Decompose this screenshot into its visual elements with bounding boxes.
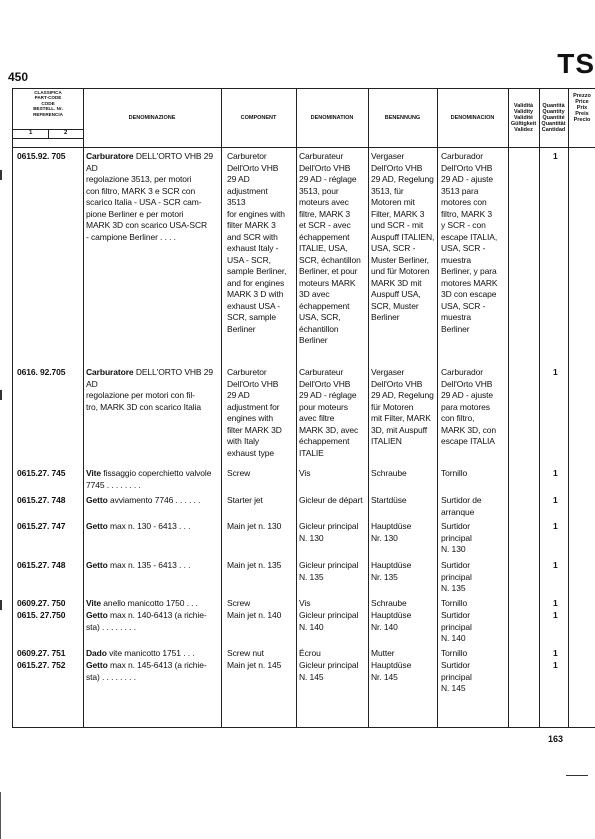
german-description: Mutter — [371, 648, 395, 658]
quantity: 1 — [553, 468, 558, 478]
english-description: Main jet n. 135 — [227, 560, 282, 570]
header-sub-number: 2 — [64, 130, 68, 136]
part-code: 0615.27. 745 — [17, 468, 66, 478]
binding-mark — [0, 600, 2, 610]
french-description: Vis — [299, 468, 311, 478]
english-description: Main jet n. 130 — [227, 521, 282, 531]
german-description: Hauptdüse Nr. 130 — [371, 521, 412, 543]
spanish-description: Surtidor principal N. 135 — [441, 560, 472, 593]
spanish-description: Surtidor principal N. 130 — [441, 521, 472, 554]
english-description: Main jet n. 145 — [227, 660, 282, 670]
part-code: 0615.27. 748 — [17, 495, 66, 505]
quantity: 1 — [553, 367, 558, 377]
french-description: Écrou — [299, 648, 321, 658]
italian-description: Getto max n. 140-6413 (a richie- sta) . . . . . . . . — [86, 610, 207, 632]
part-code: 0615.27. 752 — [17, 660, 66, 670]
header-denominacion: DENOMINACION — [450, 115, 495, 121]
header-sub-number: 1 — [29, 130, 33, 136]
italian-description: Vite fissaggio coperchietto valvole 7745 . . . . . . . . — [86, 468, 212, 490]
parts-catalog-table — [12, 88, 595, 728]
german-description: Vergaser Dell'Orto VHB 29 AD, Regelung 3513, für Motoren mit Filter, MARK 3 und SCR - mit Auspuff ITALIEN, USA, SCR - Muster Berliner, und für Motoren MARK 3D mit Auspuff USA, SCR, Muster Berliner — [371, 151, 435, 322]
page-number: 450 — [8, 70, 29, 84]
header-prezzo: Prezzo Price Prix Preis Precio — [573, 93, 591, 123]
french-description: Carburateur Dell'Orto VHB 29 AD - réglage 3513, pour moteurs avec filtre, MARK 3 et SCR - avec échappement ITALIE, USA, SCR, échantillon Berliner, et pour moteurs MARK 3D avec échappement USA, SCR, échantillon Berliner — [299, 151, 361, 345]
italian-description: Vite anello manicotto 1750 . . . — [86, 598, 198, 608]
quantity: 1 — [553, 660, 558, 670]
french-description: Carburateur Dell'Orto VHB 29 AD - réglage pour moteurs avec filtre MARK 3D, avec échappement ITALIE — [299, 367, 359, 458]
part-code: 0609.27. 751 — [17, 648, 66, 658]
header-denomination: DENOMINATION — [310, 115, 354, 121]
german-description: Hauptdüse Nr. 135 — [371, 560, 412, 582]
spanish-description: Surtidor principal N. 145 — [441, 660, 472, 693]
quantity: 1 — [553, 495, 558, 505]
english-description: Carburetor Dell'Orto VHB 29 AD adjustment for engines with filter MARK 3D with Italy exhaust type — [227, 367, 282, 458]
spanish-description: Tornillo — [441, 648, 468, 658]
french-description: Gicleur principal N. 140 — [299, 610, 359, 632]
french-description: Gicleur principal N. 145 — [299, 660, 359, 682]
binding-mark — [0, 390, 2, 400]
spanish-description: Tornillo — [441, 598, 468, 608]
italian-description: Getto max n. 145-6413 (a richie- sta) . . . . . . . . — [86, 660, 207, 682]
german-description: Hauptdüse Nr. 140 — [371, 610, 412, 632]
french-description: Gicleur de départ — [299, 495, 363, 505]
part-code: 0609.27. 750 — [17, 598, 66, 608]
quantity: 1 — [553, 151, 558, 161]
german-description: Startdüse — [371, 495, 407, 505]
footer-page-number: 163 — [548, 734, 564, 744]
spanish-description: Carburador Dell'Orto VHB 29 AD - ajuste 3513 para motores con filtro, MARK 3 y SCR - con escape ITALIA, USA, SCR - muestra Berliner, y para motores MARK 3D con escape USA, SCR - muestra Berliner — [441, 151, 498, 334]
italian-description: Dado vite manicotto 1751 . . . — [86, 648, 195, 658]
footer-rule — [566, 775, 588, 776]
quantity: 1 — [553, 560, 558, 570]
binding-mark — [0, 170, 2, 180]
header-component: COMPONENT — [240, 115, 277, 121]
quantity: 1 — [553, 521, 558, 531]
spanish-description: Tornillo — [441, 468, 468, 478]
english-description: Carburetor Dell'Orto VHB 29 AD adjustment 3513 for engines with filter MARK 3 and SCR with exhaust Italy - USA - SCR, sample Berliner, and for engines MARK 3 D with exhaust USA - SCR, sample Berliner — [227, 151, 287, 334]
quantity: 1 — [553, 598, 558, 608]
italian-description: Carburatore DELL'ORTO VHB 29 AD regolazione per motori con fil- tro, MARK 3D con scarico Italia — [86, 367, 214, 412]
italian-description: Carburatore DELL'ORTO VHB 29 AD regolazione 3513, per motori con filtro, MARK 3 e SCR con scarico Italia - USA - SCR cam- pione Berliner e per motori MARK 3D con scarico USA-SCR - campione Berliner . . . . — [86, 151, 214, 242]
quantity: 1 — [553, 610, 558, 620]
header-benennung: BENENNUNG — [384, 115, 421, 121]
italian-description: Getto avviamento 7746 . . . . . . — [86, 495, 201, 505]
english-description: Screw nut — [227, 648, 264, 658]
header-classifica: CLASSIFICA PART-CODE CODE BESTELL. Nr. REFERENCIA — [33, 90, 63, 117]
header-validita: Validità Validity Validité Gültigkeit Validez — [510, 103, 537, 133]
section-code: TS — [557, 48, 595, 79]
english-description: Starter jet — [227, 495, 263, 505]
header-denominazione: DENOMINAZIONE — [128, 115, 176, 121]
german-description: Vergaser Dell'Orto VHB 29 AD, Regelung für Motoren mit Filter, MARK 3D, mit Auspuff ITALIEN — [371, 367, 434, 446]
italian-description: Getto max n. 130 - 6413 . . . — [86, 521, 191, 531]
english-description: Screw — [227, 598, 251, 608]
quantity: 1 — [553, 648, 558, 658]
part-code: 0615.27. 747 — [17, 521, 66, 531]
german-description: Hauptdüse Nr. 145 — [371, 660, 412, 682]
header-quantita: Quantità Quantity Quantité Quantität Cantidad — [541, 103, 566, 133]
spanish-description: Carburador Dell'Orto VHB 29 AD - ajuste para motores con filtro, MARK 3D, con escape ITALIA — [441, 367, 497, 446]
part-code: 0615.27. 748 — [17, 560, 66, 570]
part-code: 0616. 92.705 — [17, 367, 66, 377]
french-description: Gicleur principal N. 130 — [299, 521, 359, 543]
english-description: Screw — [227, 468, 251, 478]
part-code: 0615. 27.750 — [17, 610, 66, 620]
spanish-description: Surtidor principal N. 140 — [441, 610, 472, 643]
english-description: Main jet n. 140 — [227, 610, 282, 620]
german-description: Schraube — [371, 468, 407, 478]
spanish-description: Surtidor de arranque — [441, 495, 482, 517]
italian-description: Getto max n. 135 - 6413 . . . — [86, 560, 191, 570]
german-description: Schraube — [371, 598, 407, 608]
part-code: 0615.92. 705 — [17, 151, 66, 161]
margin-rule — [0, 792, 1, 839]
french-description: Gicleur principal N. 135 — [299, 560, 359, 582]
french-description: Vis — [299, 598, 311, 608]
